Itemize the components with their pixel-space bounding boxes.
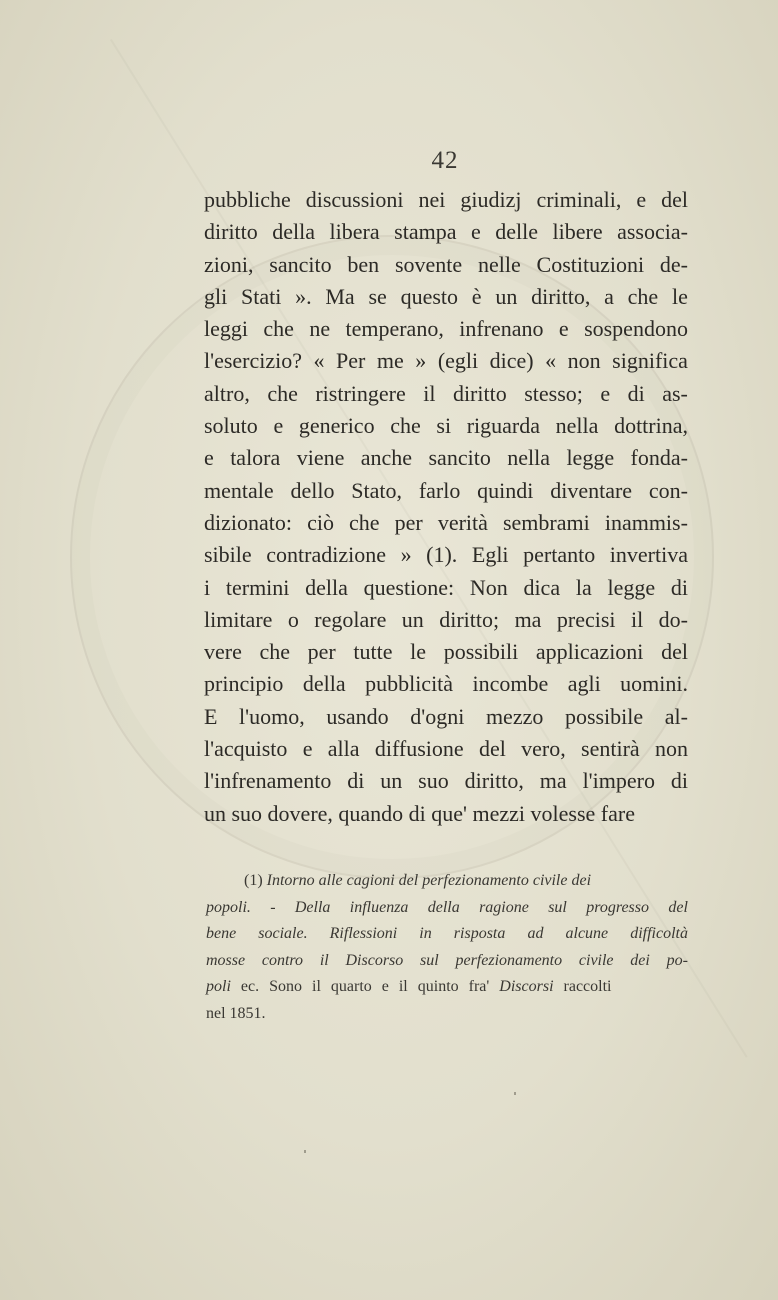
footnote-line: nel 1851.	[206, 1004, 266, 1022]
text-line: pubbliche discussioni nei giudizj criminali, e del	[204, 187, 688, 212]
text-line: soluto e generico che si riguarda nella dottrina,	[204, 413, 688, 439]
text-line: gli Stati ». Ma se questo è un diritto, a che le	[204, 283, 688, 309]
text-line: i termini della questione: Non dica la legge di	[204, 574, 688, 600]
text-line: sibile contradizione » (1). Egli pertanto invertiva	[204, 542, 688, 568]
page-number: 42	[431, 147, 459, 174]
footnote-line: popoli. - Della influenza della ragione sul progresso del	[206, 898, 688, 916]
text-line: zioni, sancito ben sovente nelle Costituzioni de-	[204, 251, 688, 277]
text-line: mentale dello Stato, farlo quindi diventare con-	[204, 477, 688, 503]
footnote	[206, 868, 688, 1027]
text-line: vere che per tutte le possibili applicazioni del	[204, 639, 688, 665]
text-line: diritto della libera stampa e delle libere associa-	[204, 219, 688, 245]
text-line: limitare o regolare un diritto; ma precisi il do-	[204, 606, 688, 632]
text-line: un suo dovere, quando di que' mezzi volesse fare	[204, 800, 635, 826]
text-line: l'infrenamento di un suo diritto, ma l'impero di	[204, 768, 688, 794]
text-line: l'acquisto e alla diffusione del vero, sentirà non	[204, 736, 688, 762]
footnote-line	[206, 868, 688, 895]
footnote-marker: (1) Intorno alle cagioni del perfezionamento civile dei	[244, 872, 592, 889]
text-line: e talora viene anche sancito nella legge fonda-	[204, 445, 688, 471]
text-line: altro, che ristringere il diritto stesso; e di as-	[204, 380, 688, 406]
main-text	[204, 184, 688, 830]
paper-speck	[304, 1150, 306, 1153]
footnote-line: mosse contro il Discorso sul perfezionamento civile dei po-	[206, 951, 688, 969]
paper-speck	[514, 1092, 516, 1095]
text-line: leggi che ne temperano, infrenano e sospendono	[204, 316, 688, 342]
footnote-line: bene sociale. Riflessioni in risposta ad alcune difficoltà	[206, 925, 688, 942]
text-line: l'esercizio? « Per me » (egli dice) « non significa	[204, 348, 688, 374]
text-line: dizionato: ciò che per verità sembrami inammis-	[204, 509, 688, 535]
text-line: E l'uomo, usando d'ogni mezzo possibile al-	[204, 703, 688, 729]
footnote-line: poli ec. Sono il quarto e il quinto fra' Discorsi raccolti	[206, 978, 612, 995]
text-line: principio della pubblicità incombe agli uomini.	[204, 671, 688, 697]
